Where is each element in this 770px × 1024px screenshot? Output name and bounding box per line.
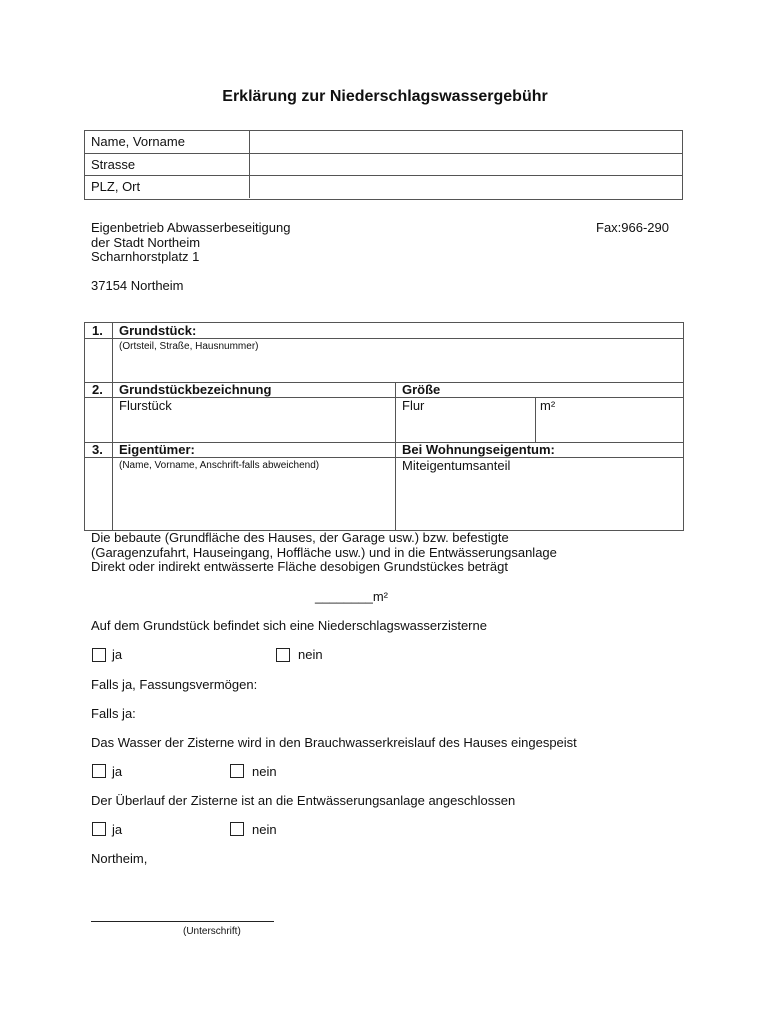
row3-hint: (Name, Vorname, Anschrift-falls abweichend) — [119, 460, 320, 471]
row-divider — [85, 338, 683, 339]
row2-heading: Grundstückbezeichnung — [119, 382, 272, 397]
column-divider — [395, 382, 396, 530]
recipient-line-2: der Stadt Northeim — [91, 235, 201, 250]
name-label: Name, Vorname — [91, 134, 185, 149]
name-row — [85, 131, 682, 153]
row3-ownership-heading: Bei Wohnungseigentum: — [402, 442, 555, 457]
greywater-yes-label: ja — [112, 764, 123, 779]
row2-flurstueck: Flurstück — [119, 398, 172, 413]
row2-size-heading: Größe — [402, 382, 441, 397]
cistern-yes-label: ja — [112, 647, 123, 662]
city-field[interactable] — [249, 176, 682, 198]
city-label: PLZ, Ort — [91, 179, 141, 194]
column-divider — [112, 323, 113, 530]
recipient-line-3: Scharnhorstplatz 1 — [91, 249, 200, 264]
cistern-no-label: nein — [298, 647, 323, 662]
overflow-no-label: nein — [252, 822, 277, 837]
row1-hint: (Ortsteil, Straße, Hausnummer) — [119, 341, 259, 352]
cistern-yes-checkbox[interactable] — [92, 648, 106, 662]
row-divider — [85, 397, 683, 398]
greywater-no-checkbox[interactable] — [230, 764, 244, 778]
place-label: Northeim, — [91, 851, 148, 866]
row3-share: Miteigentumsanteil — [402, 458, 511, 473]
signature-caption: (Unterschrift) — [183, 926, 241, 937]
street-label: Strasse — [91, 157, 136, 172]
greywater-question: Das Wasser der Zisterne wird in den Brauchwasserkreislauf des Hauses eingespeist — [91, 735, 577, 750]
overflow-yes-checkbox[interactable] — [92, 822, 106, 836]
row2-unit: m² — [540, 398, 556, 413]
greywater-no-label: nein — [252, 764, 277, 779]
fax-number: Fax:966-290 — [596, 220, 669, 235]
row-divider — [85, 457, 683, 458]
sender-info-table — [84, 130, 683, 200]
cistern-no-checkbox[interactable] — [276, 648, 290, 662]
street-field[interactable] — [249, 154, 682, 176]
overflow-question: Der Überlauf der Zisterne ist an die Entwässerungsanlage angeschlossen — [91, 793, 516, 808]
cistern-question: Auf dem Grundstück befindet sich eine Niederschlagswasserzisterne — [91, 618, 487, 633]
city-row — [85, 175, 682, 198]
row3-number: 3. — [92, 442, 103, 457]
recipient-line-1: Eigenbetrieb Abwasserbeseitigung — [91, 220, 291, 235]
row3-heading: Eigentümer: — [119, 442, 195, 457]
area-text-line-2: (Garagenzufahrt, Hauseingang, Hoffläche usw.) und in die Entwässerungsanlage — [91, 545, 557, 560]
street-row — [85, 153, 682, 176]
if-yes-label: Falls ja: — [91, 706, 136, 721]
signature-line[interactable] — [91, 921, 274, 922]
area-text-line-1: Die bebaute (Grundfläche des Hauses, der Garage usw.) bzw. befestigte — [91, 530, 509, 545]
row2-flur: Flur — [402, 398, 425, 413]
column-divider — [535, 397, 536, 442]
row2-number: 2. — [92, 382, 103, 397]
area-blank[interactable]: ________m² — [315, 589, 388, 604]
recipient-line-4: 37154 Northeim — [91, 278, 184, 293]
overflow-yes-label: ja — [112, 822, 123, 837]
page-title: Erklärung zur Niederschlagswassergebühr — [222, 88, 548, 105]
property-table — [84, 322, 684, 531]
greywater-yes-checkbox[interactable] — [92, 764, 106, 778]
name-field[interactable] — [249, 131, 682, 153]
capacity-label: Falls ja, Fassungsvermögen: — [91, 677, 258, 692]
area-text-line-3: Direkt oder indirekt entwässerte Fläche desobigen Grundstückes beträgt — [91, 559, 508, 574]
row1-heading: Grundstück: — [119, 323, 197, 338]
overflow-no-checkbox[interactable] — [230, 822, 244, 836]
row1-number: 1. — [92, 323, 103, 338]
